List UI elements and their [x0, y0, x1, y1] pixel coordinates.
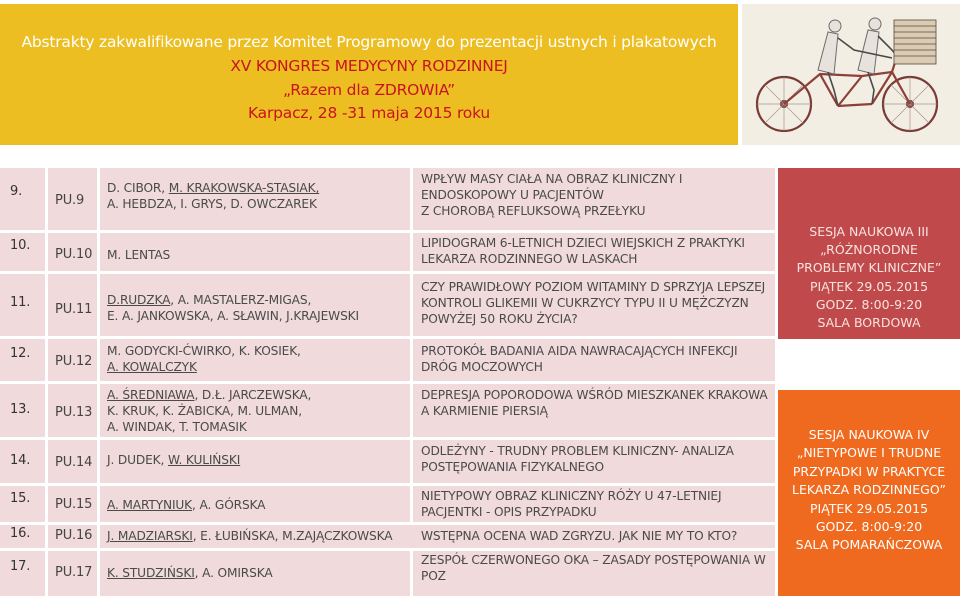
row-divider [0, 548, 778, 551]
header-line-1: Abstrakty zakwalifikowane przez Komitet Programowy do prezentacji ustnych i plakatowych [21, 33, 717, 51]
authors [107, 180, 319, 212]
row-divider [0, 336, 778, 339]
poster-code: PU.15 [55, 497, 93, 512]
title-line: KONTROLI GLIKEMII W CUKRZYCY TYPU II U MĘŻCZYZN [421, 296, 749, 310]
author-line: A. HEBDZA, I. GRYS, D. OWCZAREK [107, 197, 317, 211]
title-line: NIETYPOWY OBRAZ KLINICZNY RÓŻY U 47-LETNIEJ [421, 489, 722, 503]
poster-code: PU.10 [55, 247, 93, 262]
session-day: PIĄTEK 29.05.2015 [809, 501, 929, 516]
author-link[interactable]: K. STUDZIŃSKI [107, 566, 195, 580]
congress-place-date: Karpacz, 28 -31 maja 2015 roku [247, 104, 491, 122]
authors [107, 528, 392, 544]
author-link[interactable]: A. ŚREDNIAWA [107, 388, 195, 402]
title-line: ENDOSKOPOWY U PACJENTÓW [421, 188, 604, 202]
session-iv-info [778, 390, 960, 596]
author-link[interactable]: D.RUDZKA [107, 293, 171, 307]
author: , E. ŁUBIŃSKA, M.ZAJĄCZKOWSKA [192, 529, 393, 543]
authors [107, 497, 265, 513]
session-topic: „RÓŻNORODNE [820, 242, 918, 257]
title-line: ODLEŻYNY - TRUDNY PROBLEM KLINICZNY- ANALIZA [421, 444, 734, 458]
session-title: SESJA NAUKOWA IV [808, 427, 930, 442]
session-topic: PROBLEMY KLINICZNE” [796, 260, 942, 275]
session-topic: „NIETYPOWE I TRUDNE [796, 445, 942, 460]
author-link[interactable]: M. KRAKOWSKA-STASIAK, [168, 181, 320, 195]
abstract-title [421, 443, 734, 475]
author: , A. GÓRSKA [192, 498, 266, 512]
tandem-bicycle-illustration [742, 4, 960, 145]
row-divider [0, 437, 778, 440]
author: , A. OMIRSKA [194, 566, 273, 580]
authors [107, 387, 311, 435]
author-line: E. A. JANKOWSKA, A. SŁAWIN, J.KRAJEWSKI [107, 309, 359, 323]
authors [107, 452, 240, 468]
abstract-title [421, 171, 682, 219]
authors [107, 292, 359, 324]
poster-code: PU.9 [55, 193, 85, 208]
author-line: M. LENTAS [107, 248, 171, 262]
abstract-title [421, 235, 745, 267]
poster-code: PU.11 [55, 302, 93, 317]
row-number: 11. [10, 295, 31, 310]
title-line: DEPRESJA POPORODOWA WŚRÓD MIESZKANEK KRAKOWA [421, 388, 768, 402]
title-line: POZ [421, 569, 446, 583]
row-number: 12. [10, 346, 31, 361]
poster-code: PU.13 [55, 405, 93, 420]
title-line: A KARMIENIE PIERSIĄ [421, 404, 548, 418]
session-title: SESJA NAUKOWA III [809, 224, 929, 239]
session-room: SALA POMARAŃCZOWA [795, 537, 943, 552]
row-number: 10. [10, 238, 31, 253]
author-line: A. WINDAK, T. TOMASIK [107, 420, 247, 434]
title-line: POWYŻEJ 50 ROKU ŻYCIA? [421, 312, 578, 326]
row-number: 13. [10, 402, 31, 417]
title-line: WPŁYW MASY CIAŁA NA OBRAZ KLINICZNY I [421, 172, 683, 186]
poster-code: PU.12 [55, 354, 93, 369]
row-number: 15. [10, 491, 31, 506]
title-line: Z CHOROBĄ REFLUKSOWĄ PRZEŁYKU [421, 204, 646, 218]
poster-code: PU.17 [55, 565, 93, 580]
author-link[interactable]: A. MARTYNIUK [107, 498, 193, 512]
author: D. CIBOR, [107, 181, 169, 195]
author: J. DUDEK, [107, 453, 168, 467]
title-line: DRÓG MOCZOWYCH [421, 360, 543, 374]
author-link[interactable]: J. MADZIARSKI [107, 529, 193, 543]
session-room: SALA BORDOWA [817, 315, 921, 330]
author-link[interactable]: W. KULIŃSKI [167, 453, 241, 467]
row-divider [0, 522, 778, 525]
title-line: LIPIDOGRAM 6-LETNICH DZIECI WIEJSKICH Z PRAKTYKI [421, 236, 745, 250]
author-line: K. KRUK, K. ŻABICKA, M. ULMAN, [107, 404, 302, 418]
abstract-title [421, 552, 766, 584]
author: , A. MASTALERZ-MIGAS, [170, 293, 312, 307]
title-line: POSTĘPOWANIA FIZYKALNEGO [421, 460, 604, 474]
title-line: PROTOKÓŁ BADANIA AIDA NAWRACAJĄCYCH INFEKCJI [421, 344, 738, 358]
column-divider [410, 168, 413, 522]
column-divider [45, 168, 48, 596]
header-banner [0, 4, 738, 145]
session-topic: LEKARZA RODZINNEGO” [792, 482, 946, 497]
column-divider [410, 548, 413, 596]
authors [107, 247, 170, 263]
row-divider [0, 483, 778, 486]
column-divider [97, 168, 100, 596]
congress-title: XV KONGRES MEDYCYNY RODZINNEJ [230, 57, 508, 75]
session-day: PIĄTEK 29.05.2015 [809, 279, 929, 294]
row-number: 9. [10, 184, 23, 199]
author-link[interactable]: A. KOWALCZYK [107, 360, 197, 374]
row-number: 16. [10, 526, 31, 541]
congress-motto: „Razem dla ZDROWIA” [282, 81, 455, 99]
author: , D.Ł. JARCZEWSKA, [194, 388, 312, 402]
session-time: GODZ. 8:00-9:20 [815, 519, 923, 534]
row-divider [0, 230, 778, 233]
abstract-title [421, 387, 768, 419]
author-line: M. GODYCKI-ĆWIRKO, K. KOSIEK, [107, 344, 301, 358]
session-topic: PRZYPADKI W PRAKTYCE [792, 464, 946, 479]
row-divider [0, 271, 778, 274]
poster-code: PU.16 [55, 528, 93, 543]
session-iii-info [778, 168, 960, 339]
row-number: 17. [10, 559, 31, 574]
title-line: ZESPÓŁ CZERWONEGO OKA – ZASADY POSTĘPOWANIA W [421, 553, 766, 567]
session-time: GODZ. 8:00-9:20 [815, 297, 923, 312]
authors [107, 343, 301, 375]
abstract-title [421, 279, 765, 327]
title-line: CZY PRAWIDŁOWY POZIOM WITAMINY D SPRZYJA LEPSZEJ [421, 280, 766, 294]
title-line: WSTĘPNA OCENA WAD ZGRYZU. JAK NIE MY TO KTO? [421, 529, 738, 543]
abstract-title [421, 488, 721, 520]
title-line: PACJENTKI - OPIS PRZYPADKU [421, 505, 597, 519]
row-number: 14. [10, 453, 31, 468]
row-divider [0, 381, 778, 384]
authors [107, 565, 273, 581]
poster-code: PU.14 [55, 455, 93, 470]
title-line: LEKARZA RODZINNEGO W LASKACH [421, 252, 638, 266]
abstract-title [421, 343, 738, 375]
abstract-title [421, 528, 737, 544]
